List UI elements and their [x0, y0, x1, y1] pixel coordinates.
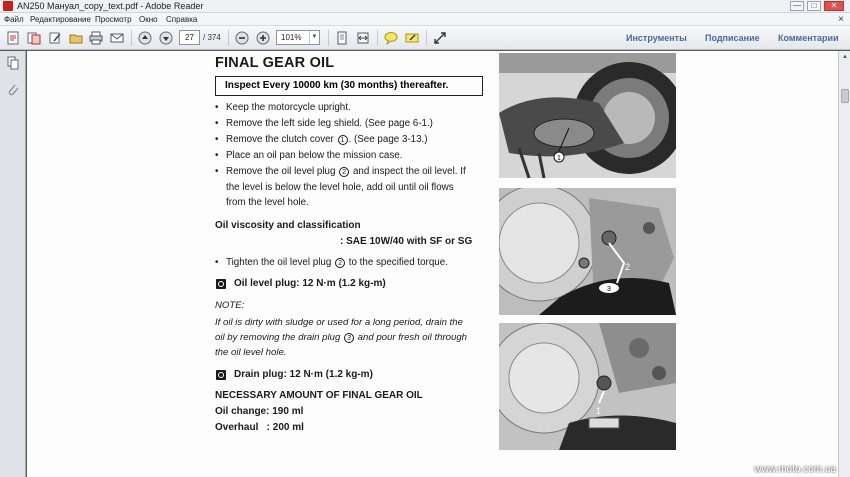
photo-callout: 2: [625, 262, 631, 272]
printer-icon: [89, 31, 103, 45]
arrow-down-circle-icon: [159, 31, 173, 45]
menu-view[interactable]: Просмотр: [95, 15, 132, 24]
page-number-input[interactable]: 27: [179, 30, 200, 45]
step-continuation: from the level hole.: [226, 197, 309, 208]
highlighter-icon: [405, 31, 419, 45]
photo-drain-plug: [499, 323, 676, 450]
note-label: NOTE:: [215, 300, 245, 311]
open-button[interactable]: [67, 29, 85, 47]
document-view[interactable]: [27, 51, 838, 477]
create-pdf-icon: [6, 31, 20, 45]
torque-wrench-icon: [216, 370, 226, 380]
zoom-value: 101%: [281, 33, 302, 42]
toolbar: [0, 26, 850, 50]
photo-callout: 1: [557, 155, 561, 162]
combine-files-icon: [27, 31, 41, 45]
expand-arrows-icon: [433, 31, 447, 45]
menu-edit[interactable]: Редактирование: [30, 15, 91, 24]
photo-rear-wheel: [499, 53, 676, 178]
oil-change-amount: Oil change: 190 ml: [215, 406, 304, 417]
torque-spec-drain: Drain plug: 12 N·m (1.2 kg-m): [234, 369, 373, 380]
print-button[interactable]: [87, 29, 105, 47]
step-item: • Place an oil pan below the mission case.: [226, 150, 402, 161]
callout-2: 2: [335, 258, 345, 268]
comments-link[interactable]: Комментарии: [778, 33, 839, 43]
amount-heading: NECESSARY AMOUNT OF FINAL GEAR OIL: [215, 390, 423, 401]
minimize-button[interactable]: —: [790, 1, 804, 11]
tools-link[interactable]: Инструменты: [626, 33, 687, 43]
fit-page-button[interactable]: [333, 29, 351, 47]
scroll-up-icon[interactable]: ▲: [842, 54, 848, 60]
highlight-button[interactable]: [403, 29, 421, 47]
note-line: If oil is dirty with sludge or used for a long period, drain the: [215, 317, 463, 328]
viscosity-value: : SAE 10W/40 with SF or SG: [340, 236, 473, 247]
email-button[interactable]: [108, 29, 126, 47]
fit-page-icon: [335, 31, 349, 45]
close-document-button[interactable]: ×: [838, 14, 844, 25]
step-item: • Keep the motorcycle upright.: [226, 102, 351, 113]
torque-wrench-icon: [216, 279, 226, 289]
minus-circle-icon: [235, 31, 249, 45]
plus-circle-icon: [256, 31, 270, 45]
pdf-page: [27, 51, 838, 477]
window-title: AN250 Мануал_copy_text.pdf - Adobe Reader: [17, 1, 204, 11]
previous-page-button[interactable]: [136, 29, 154, 47]
create-pdf-button[interactable]: [4, 29, 22, 47]
scroll-thumb[interactable]: [841, 89, 849, 103]
step-item: • Remove the left side leg shield. (See page 6-1.): [226, 118, 433, 129]
callout-1: 1: [338, 135, 348, 145]
menu-help[interactable]: Справка: [166, 15, 198, 24]
navigation-pane: [0, 51, 26, 477]
expand-button[interactable]: [431, 29, 449, 47]
speech-bubble-icon: [384, 31, 398, 45]
arrow-up-circle-icon: [138, 31, 152, 45]
note-line: the oil level hole.: [215, 347, 287, 358]
edit-document-button[interactable]: [46, 29, 64, 47]
section-title: FINAL GEAR OIL: [215, 55, 335, 71]
fit-width-button[interactable]: [354, 29, 372, 47]
watermark: www.moto.com.ua: [754, 464, 836, 475]
step-item: • Remove the oil level plug 2 and inspect the oil level. If: [226, 166, 466, 177]
folder-icon: [69, 31, 83, 45]
page-total-label: / 374: [203, 33, 221, 42]
zoom-in-button[interactable]: [254, 29, 272, 47]
combine-files-button[interactable]: [25, 29, 43, 47]
zoom-select[interactable]: [276, 30, 320, 45]
comment-button[interactable]: [382, 29, 400, 47]
menu-file[interactable]: Файл: [4, 15, 24, 24]
photo-oil-level-plug: [499, 188, 676, 315]
attachments-icon[interactable]: [5, 81, 21, 97]
next-page-button[interactable]: [157, 29, 175, 47]
zoom-out-button[interactable]: [233, 29, 251, 47]
menu-window[interactable]: Окно: [139, 15, 158, 24]
callout-2: 2: [339, 167, 349, 177]
viscosity-heading: Oil viscosity and classification: [215, 220, 361, 231]
vertical-scrollbar[interactable]: [838, 51, 850, 477]
photo-callout: 1: [596, 406, 602, 416]
callout-3: 3: [344, 333, 354, 343]
fit-width-icon: [356, 31, 370, 45]
step-continuation: the level is below the level hole, add oil until oil flows: [226, 182, 454, 193]
inspection-interval-text: Inspect Every 10000 km (30 months) thereafter.: [225, 80, 449, 91]
page-thumbnails-icon[interactable]: [5, 55, 21, 71]
inspection-interval-box: [215, 76, 483, 96]
overhaul-amount: Overhaul : 200 ml: [215, 422, 304, 433]
photo-callout: 3: [607, 286, 611, 293]
torque-spec-oil-level: Oil level plug: 12 N·m (1.2 kg-m): [234, 278, 386, 289]
menu-bar: [0, 13, 850, 26]
note-line: oil by removing the drain plug 3 and pour fresh oil through: [215, 332, 468, 343]
pencil-icon: [48, 31, 62, 45]
close-button[interactable]: ✕: [824, 1, 844, 11]
step-item: • Remove the clutch cover 1 . (See page 3-13.): [226, 134, 428, 145]
maximize-button[interactable]: □: [807, 1, 821, 11]
chevron-down-icon: ▼: [309, 31, 319, 44]
title-bar: [0, 0, 850, 13]
step-item: • Tighten the oil level plug 2 to the specified torque.: [226, 257, 448, 268]
sign-link[interactable]: Подписание: [705, 33, 760, 43]
envelope-icon: [110, 31, 124, 45]
adobe-reader-icon: [3, 1, 13, 11]
